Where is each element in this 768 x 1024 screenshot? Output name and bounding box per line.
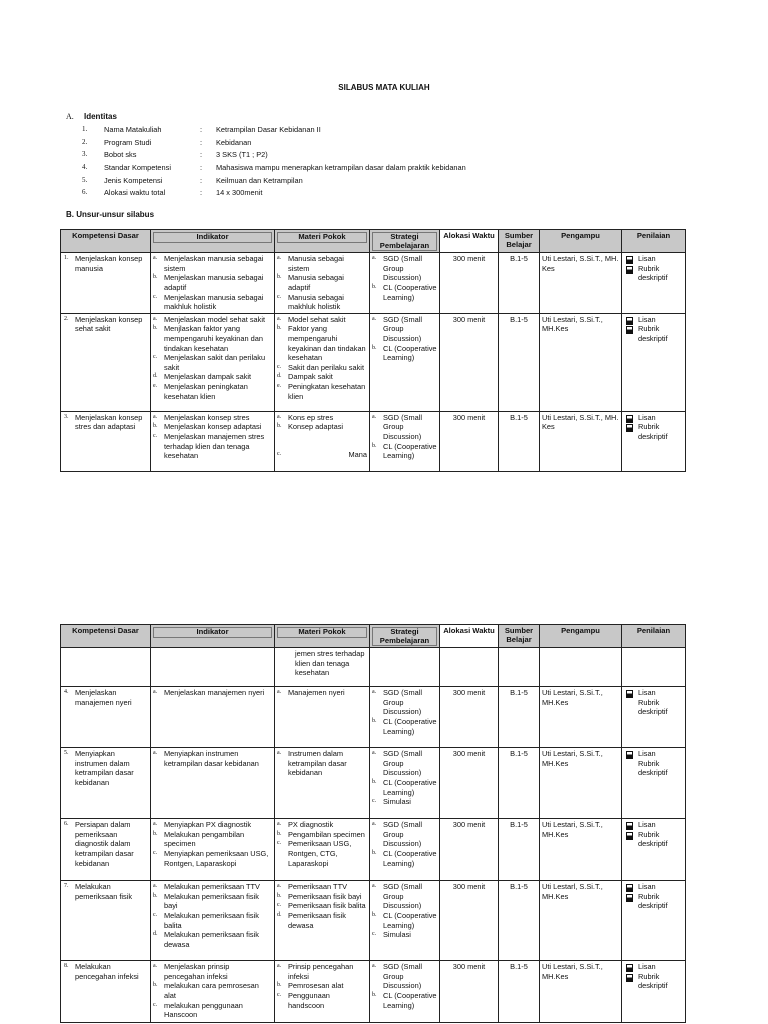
- penilaian-cell: Lisan Rubrik deskriptif: [622, 819, 686, 881]
- identitas-label: Alokasi waktu total: [104, 188, 166, 197]
- bullet-square-icon: [626, 894, 633, 902]
- penilaian-cell: Lisan Rubrik deskriptif: [622, 687, 686, 748]
- kd-cell: 5. Menyiapkan instrumen dalam ketrampilan dasar kebidanan: [61, 748, 151, 819]
- table-row: [61, 648, 686, 687]
- header-sumber: Sumber Belajar: [499, 230, 540, 253]
- section-a-heading: [66, 112, 117, 122]
- bullet-square-icon: [626, 832, 633, 840]
- sumber-cell: B.1-5: [499, 313, 540, 411]
- materi-cell: a. Model sehat sakit b. Faktor yang mempengaruhi keyakinan dan tindakan kesehatan c. Sakit dan perilaku sakit d. Dampak sakit e. Peningkatan kesehatan klien: [275, 313, 370, 411]
- alokasi-cell: 300 menit: [440, 411, 499, 471]
- sumber-cell: B.1-5: [499, 411, 540, 471]
- identitas-colon: :: [200, 163, 203, 172]
- pengampu-cell: Uti Lestari, S.Si.T., MH. Kes: [540, 253, 622, 314]
- table-row: [61, 819, 686, 881]
- table-row: [61, 687, 686, 748]
- header-materi: Materi Pokok: [275, 625, 370, 648]
- alokasi-cell: 300 menit: [440, 881, 499, 961]
- strategi-cell: a. SGD (Small Group Discussion) b. CL (Cooperative Learning) c. Simulasi: [370, 748, 440, 819]
- penilaian-cell: Lisan Rubrik deskriptif: [622, 253, 686, 314]
- identitas-value: 3 SKS (T1 ; P2): [216, 150, 268, 159]
- indikator-cell: a. Menjelaskan prinsip pencegahan infeksi b. melakukan cara pemrosesan alat c. melakukan penggunaan Hanscoon: [151, 961, 275, 1023]
- identitas-num: 2.: [82, 138, 88, 146]
- header-indikator: Indikator: [151, 230, 275, 253]
- pengampu-cell: Uti Lestari, S.Si.T., MH. Kes: [540, 411, 622, 471]
- penilaian-cell: Lisan Rubrik deskriptif: [622, 313, 686, 411]
- indikator-cell: a. Menjelaskan konsep stres b. Menjelaskan konsep adaptasi c. Menjelaskan manajemen stres terhadap klien dan tenaga kesehatan: [151, 411, 275, 471]
- alokasi-cell: 300 menit: [440, 819, 499, 881]
- identitas-colon: :: [200, 176, 203, 185]
- identitas-label: Program Studi: [104, 138, 152, 147]
- alokasi-cell: 300 menit: [440, 253, 499, 314]
- table-row: [61, 313, 686, 411]
- strategi-cell: a. SGD (Small Group Discussion) b. CL (Cooperative Learning): [370, 819, 440, 881]
- strategi-cell: a. SGD (Small Group Discussion) b. CL (Cooperative Learning): [370, 313, 440, 411]
- strategi-cell: a. SGD (Small Group Discussion) b. CL (Cooperative Learning): [370, 411, 440, 471]
- header-strategi: Strategi Pembelajaran: [370, 625, 440, 648]
- identitas-num: 5.: [82, 176, 88, 184]
- materi-cell: a. Manusia sebagai sistem b. Manusia sebagai adaptif c. Manusia sebagai makhluk holistik: [275, 253, 370, 314]
- materi-cell: a. Kons ep stres b. Konsep adaptasi c. Mana: [275, 411, 370, 471]
- header-penilaian: Penilaian: [622, 230, 686, 253]
- identitas-value: 14 x 300menit: [216, 188, 263, 197]
- alokasi-cell: 300 menit: [440, 961, 499, 1023]
- header-kompetensi: Kompetensi Dasar: [61, 230, 151, 253]
- penilaian-cell: Lisan Rubrik deskriptif: [622, 881, 686, 961]
- alokasi-cell: 300 menit: [440, 313, 499, 411]
- identitas-value: Ketrampilan Dasar Kebidanan II: [216, 125, 321, 134]
- kd-cell: 2. Menjelaskan konsep sehat sakit: [61, 313, 151, 411]
- kd-cell: 1. Menjelaskan konsep manusia: [61, 253, 151, 314]
- materi-cell: a. Prinsip pencegahan infeksi b. Pemrosesan alat c. Penggunaan handscoon: [275, 961, 370, 1023]
- indikator-cell: a. Menjelaskan model sehat sakit b. Menjlaskan faktor yang mempengaruhi keyakinan dan tindakan kesehatan c. Menjelaskan sakit dan perilaku sakit d. Menjelaskan dampak sakit e. Menjelaskan peningkatan kesehatan klien: [151, 313, 275, 411]
- kd-cell: 7. Melakukan pemeriksaan fisik: [61, 881, 151, 961]
- table-row: [61, 881, 686, 961]
- identitas-colon: :: [200, 150, 203, 159]
- header-penilaian: Penilaian: [622, 625, 686, 648]
- identitas-colon: :: [200, 138, 203, 147]
- bullet-square-icon: [626, 424, 633, 432]
- materi-cell: a. PX diagnostik b. Pengambilan specimen c. Pemeriksaan USG, Rontgen, CTG, Laparaskopi: [275, 819, 370, 881]
- identitas-num: 1.: [82, 125, 88, 133]
- identitas-label: Nama Matakuliah: [104, 125, 162, 134]
- document-title: SILABUS MATA KULIAH: [338, 83, 430, 92]
- kd-cell: 3. Menjelaskan konsep stres dan adaptasi: [61, 411, 151, 471]
- identitas-label: Standar Kompetensi: [104, 163, 171, 172]
- pengampu-cell: Uti Lestarl, S.Si.T., MH.Kes: [540, 881, 622, 961]
- strategi-cell: a. SGD (Small Group Discussion) b. CL (Cooperative Learning): [370, 687, 440, 748]
- indikator-cell: a. Menyiapkan PX diagnostik b. Melakukan pengambilan specimen c. Menyiapkan pemeriksaan USG, Rontgen, Laparaskopi: [151, 819, 275, 881]
- materi-cell: a. Pemeriksaan TTV b. Pemeriksaan fisik bayi c. Pemeriksaan fisik balita d. Pemeriksaan fisik dewasa: [275, 881, 370, 961]
- header-alokasi: Alokasi Waktu: [440, 230, 499, 253]
- bullet-square-icon: [626, 266, 633, 274]
- header-pengampu: Pengampu: [540, 625, 622, 648]
- header-materi: Materi Pokok: [275, 230, 370, 253]
- pengampu-cell: Uti Lestari, S.Si.T., MH.Kes: [540, 313, 622, 411]
- pengampu-cell: Uti Lestari, S.Si.T., MH.Kes: [540, 687, 622, 748]
- strategi-cell: a. SGD (Small Group Discussion) b. CL (Cooperative Learning): [370, 961, 440, 1023]
- identitas-colon: :: [200, 188, 203, 197]
- indikator-cell: a. Menjelaskan manajemen nyeri: [151, 687, 275, 748]
- penilaian-cell: Lisan Rubrik deskriptif: [622, 411, 686, 471]
- pengampu-cell: Uti Lestari, S.Si.T., MH.Kes: [540, 819, 622, 881]
- sumber-cell: B.1-5: [499, 253, 540, 314]
- penilaian-cell: Lisan Rubrik deskriptif: [622, 748, 686, 819]
- table-row: [61, 748, 686, 819]
- identitas-num: 6.: [82, 188, 88, 196]
- materi-cell: a. Instrumen dalam ketrampilan dasar kebidanan: [275, 748, 370, 819]
- sumber-cell: B.1-5: [499, 819, 540, 881]
- header-alokasi: Alokasi Waktu: [440, 625, 499, 648]
- sumber-cell: B.1-5: [499, 961, 540, 1023]
- header-strategi: Strategi Pembelajaran: [370, 230, 440, 253]
- table-row: [61, 411, 686, 471]
- pengampu-cell: Uti Lestari, S.Si.T., MH.Kes: [540, 961, 622, 1023]
- identitas-value: Mahasiswa mampu menerapkan ketrampilan dasar dalam praktik kebidanan: [216, 163, 466, 172]
- materi-cell: a. Manajemen nyeri: [275, 687, 370, 748]
- identitas-value: Keilmuan dan Ketrampilan: [216, 176, 303, 185]
- section-b-heading: B. Unsur-unsur silabus: [66, 210, 155, 219]
- alokasi-cell: 300 menit: [440, 687, 499, 748]
- section-a-title: Identitas: [84, 112, 117, 121]
- strategi-cell: a. SGD (Small Group Discussion) b. CL (Cooperative Learning) c. Simulasi: [370, 881, 440, 961]
- indikator-cell: a. Melakukan pemeriksaan TTV b. Melakukan pemeriksaan fisik bayi c. Melakukan pemeriksaan fisik balita d. Melakukan pemeriksaan fisik dewasa: [151, 881, 275, 961]
- identitas-label: Jenis Kompetensi: [104, 176, 163, 185]
- bullet-square-icon: [626, 326, 633, 334]
- pengampu-cell: Uti Lestari, S.Si.T., MH.Kes: [540, 748, 622, 819]
- indikator-cell: a. Menjelaskan manusia sebagai sistem b. Menjelaskan manusia sebagai adaptif c. Menjelaskan manusia sebagai makhluk holistik: [151, 253, 275, 314]
- syllabus-table-2: [60, 624, 686, 1023]
- sumber-cell: B.1-5: [499, 748, 540, 819]
- header-sumber: Sumber Belajar: [499, 625, 540, 648]
- syllabus-table-1: [60, 229, 686, 472]
- kd-cell: 8. Melakukan pencegahan infeksi: [61, 961, 151, 1023]
- alokasi-cell: 300 menit: [440, 748, 499, 819]
- identitas-num: 4.: [82, 163, 88, 171]
- indikator-cell: a. Menyiapkan instrumen ketrampilan dasar kebidanan: [151, 748, 275, 819]
- identitas-num: 3.: [82, 150, 88, 158]
- identitas-colon: :: [200, 125, 203, 134]
- header-kompetensi: Kompetensi Dasar: [61, 625, 151, 648]
- header-indikator: Indikator: [151, 625, 275, 648]
- table-row: [61, 961, 686, 1023]
- kd-cell: 4. Menjelaskan manajemen nyeri: [61, 687, 151, 748]
- sumber-cell: B.1-5: [499, 687, 540, 748]
- identitas-label: Bobot sks: [104, 150, 137, 159]
- penilaian-cell: Lisan Rubrik deskriptif: [622, 961, 686, 1023]
- section-a-letter: A.: [66, 112, 74, 121]
- materi-continuation: jemen stres terhadap klien dan tenaga kesehatan: [275, 648, 370, 687]
- table-row: [61, 253, 686, 314]
- sumber-cell: B.1-5: [499, 881, 540, 961]
- identitas-value: Kebidanan: [216, 138, 252, 147]
- kd-cell: 6. Persiapan dalam pemeriksaan diagnostik dalam ketrampilan dasar kebidanan: [61, 819, 151, 881]
- bullet-square-icon: [626, 974, 633, 982]
- strategi-cell: a. SGD (Small Group Discussion) b. CL (Cooperative Learning): [370, 253, 440, 314]
- header-pengampu: Pengampu: [540, 230, 622, 253]
